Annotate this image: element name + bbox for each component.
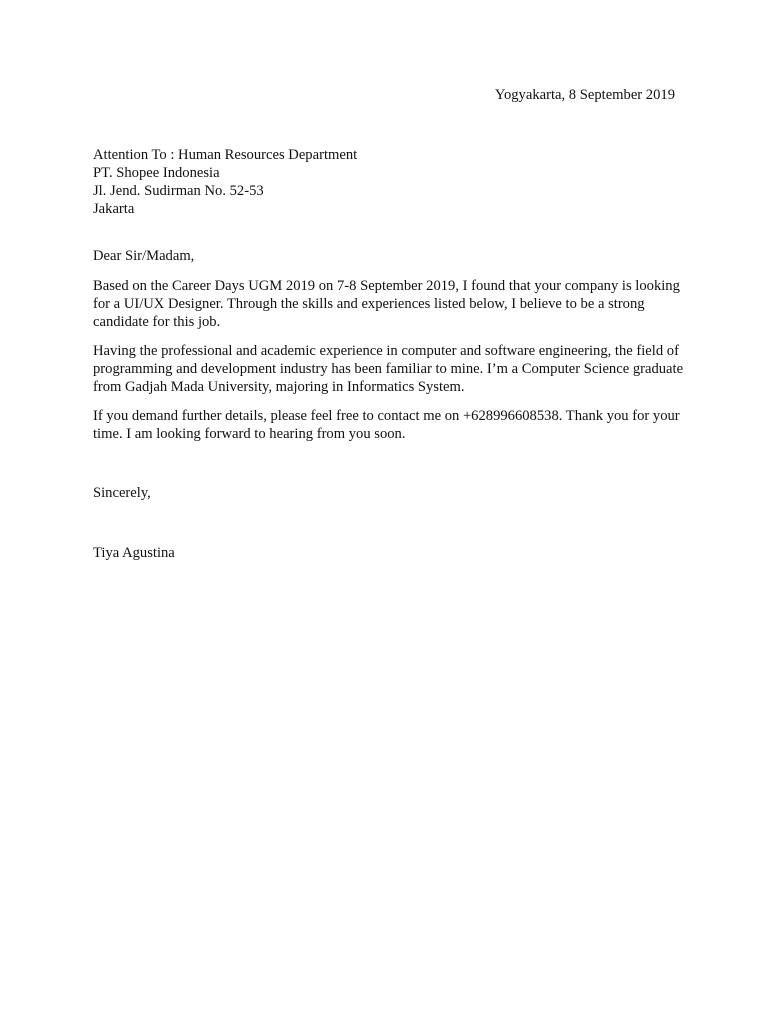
recipient-address bbox=[93, 146, 357, 218]
body-paragraph-2 bbox=[93, 342, 684, 396]
closing: Sincerely, bbox=[93, 485, 151, 501]
paragraph-line: from Gadjah Mada University, majoring in Informatics System. bbox=[93, 379, 465, 395]
paragraph-line: candidate for this job. bbox=[93, 314, 221, 330]
paragraph-line: Based on the Career Days UGM 2019 on 7-8 September 2019, I found that your company is looking bbox=[93, 278, 680, 294]
letter-date: Yogyakarta, 8 September 2019 bbox=[494, 87, 675, 103]
paragraph-line: time. I am looking forward to hearing from you soon. bbox=[93, 426, 406, 442]
paragraph-line: programming and development industry has been familiar to mine. I’m a Computer Science graduate bbox=[93, 361, 684, 377]
paragraph-line: Having the professional and academic experience in computer and software engineering, the field of bbox=[93, 343, 679, 359]
salutation: Dear Sir/Madam, bbox=[93, 248, 195, 264]
signature-name: Tiya Agustina bbox=[93, 545, 175, 561]
paragraph-line: for a UI/UX Designer. Through the skills and experiences listed below, I believe to be a strong bbox=[93, 296, 645, 312]
body-paragraph-3 bbox=[93, 407, 680, 443]
body-paragraph-1 bbox=[93, 277, 680, 331]
recipient-attention-line: Attention To : Human Resources Department bbox=[93, 147, 358, 163]
recipient-street-line: Jl. Jend. Sudirman No. 52-53 bbox=[93, 183, 264, 199]
recipient-city-line: Jakarta bbox=[93, 201, 135, 217]
paragraph-line: If you demand further details, please feel free to contact me on +628996608538. Thank you for your bbox=[93, 408, 680, 424]
recipient-company-line: PT. Shopee Indonesia bbox=[93, 165, 220, 181]
